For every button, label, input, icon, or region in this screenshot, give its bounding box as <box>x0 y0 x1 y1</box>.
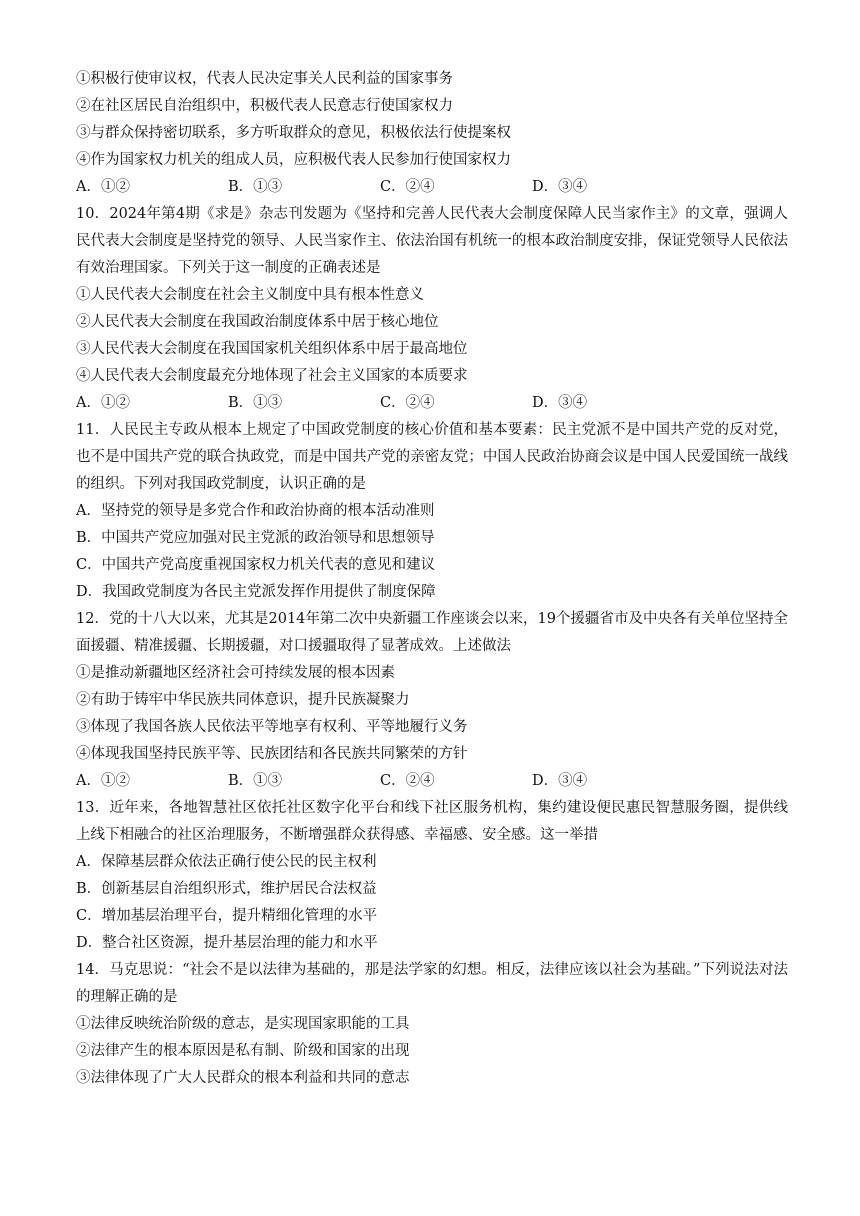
question-stem: 13．近年来，各地智慧社区依托社区数字化平台和线下社区服务机构，集约建设便民惠民智慧服务圈，提供线上线下相融合的社区治理服务，不断增强群众获得感、幸福感、安全感。这一举措 <box>76 800 788 843</box>
statement-item: ②在社区居民自治组织中，积极代表人民意志行使国家权力 <box>76 98 453 114</box>
option-a: A．①② <box>76 395 130 411</box>
question-14 <box>76 957 788 1092</box>
option-a: A．①② <box>76 179 130 195</box>
option-d: D．③④ <box>532 773 588 789</box>
option-a: A．①② <box>76 773 130 789</box>
option-a: A．保障基层群众依法正确行使公民的民主权利 <box>76 854 377 870</box>
option-c: C．②④ <box>380 773 435 789</box>
option-a: A．坚持党的领导是多党合作和政治协商的根本活动准则 <box>76 503 435 519</box>
option-d: D．③④ <box>532 179 588 195</box>
statement-item: ④人民代表大会制度最充分地体现了社会主义国家的本质要求 <box>76 368 468 384</box>
option-b: B．①③ <box>228 395 283 411</box>
question-11 <box>76 417 788 606</box>
statement-item: ②人民代表大会制度在我国政治制度体系中居于核心地位 <box>76 314 439 330</box>
answer-options <box>76 174 788 201</box>
exam-page <box>76 66 788 1092</box>
option-d: D．我国政党制度为各民主党派发挥作用提供了制度保障 <box>76 584 436 600</box>
answer-options <box>76 768 788 795</box>
option-c: C．②④ <box>380 179 435 195</box>
question-10 <box>76 201 788 417</box>
question-stem: 14．马克思说：“社会不是以法律为基础的，那是法学家的幻想。相反，法律应该以社会为基础。”下列说法对法的理解正确的是 <box>76 962 788 1005</box>
statement-item: ③体现了我国各族人民依法平等地享有权利、平等地履行义务 <box>76 719 468 735</box>
statement-item: ②法律产生的根本原因是私有制、阶级和国家的出现 <box>76 1043 410 1059</box>
option-c: C．中国共产党高度重视国家权力机关代表的意见和建议 <box>76 557 436 573</box>
question-9 <box>76 66 788 201</box>
statement-item: ④体现我国坚持民族平等、民族团结和各民族共同繁荣的方针 <box>76 746 468 762</box>
statement-item: ①积极行使审议权，代表人民决定事关人民利益的国家事务 <box>76 71 453 87</box>
option-b: B．①③ <box>228 179 283 195</box>
option-b: B．①③ <box>228 773 283 789</box>
statement-item: ①人民代表大会制度在社会主义制度中具有根本性意义 <box>76 287 424 303</box>
answer-options <box>76 390 788 417</box>
statement-item: ③人民代表大会制度在我国国家机关组织体系中居于最高地位 <box>76 341 468 357</box>
question-13 <box>76 795 788 957</box>
statement-item: ③法律体现了广大人民群众的根本利益和共同的意志 <box>76 1070 410 1086</box>
statement-item: ①是推动新疆地区经济社会可持续发展的根本因素 <box>76 665 395 681</box>
statement-item: ④作为国家权力机关的组成人员，应积极代表人民参加行使国家权力 <box>76 152 511 168</box>
question-12 <box>76 606 788 795</box>
question-stem: 11．人民民主专政从根本上规定了中国政党制度的核心价值和基本要素：民主党派不是中国共产党的反对党，也不是中国共产党的联合执政党，而是中国共产党的亲密友党；中国人民政治协商会议是中国人民爱国统一战线的组织。下列对我国政党制度，认识正确的是 <box>76 422 788 492</box>
option-d: D．③④ <box>532 395 588 411</box>
statement-item: ②有助于铸牢中华民族共同体意识，提升民族凝聚力 <box>76 692 410 708</box>
option-b: B．创新基层自治组织形式，维护居民合法权益 <box>76 881 377 897</box>
option-d: D．整合社区资源，提升基层治理的能力和水平 <box>76 935 378 951</box>
statement-item: ③与群众保持密切联系，多方听取群众的意见，积极依法行使提案权 <box>76 125 511 141</box>
question-stem: 12．党的十八大以来，尤其是2014年第二次中央新疆工作座谈会以来，19个援疆省市及中央各有关单位坚持全面援疆、精准援疆、长期援疆，对口援疆取得了显著成效。上述做法 <box>76 611 788 654</box>
statement-item: ①法律反映统治阶级的意志，是实现国家职能的工具 <box>76 1016 410 1032</box>
option-c: C．②④ <box>380 395 435 411</box>
option-c: C．增加基层治理平台，提升精细化管理的水平 <box>76 908 378 924</box>
question-stem: 10．2024年第4期《求是》杂志刊发题为《坚持和完善人民代表大会制度保障人民当家作主》的文章，强调人民代表大会制度是坚持党的领导、人民当家作主、依法治国有机统一的根本政治制度安排，保证党领导人民依法有效治理国家。下列关于这一制度的正确表述是 <box>76 206 788 276</box>
option-b: B．中国共产党应加强对民主党派的政治领导和思想领导 <box>76 530 435 546</box>
